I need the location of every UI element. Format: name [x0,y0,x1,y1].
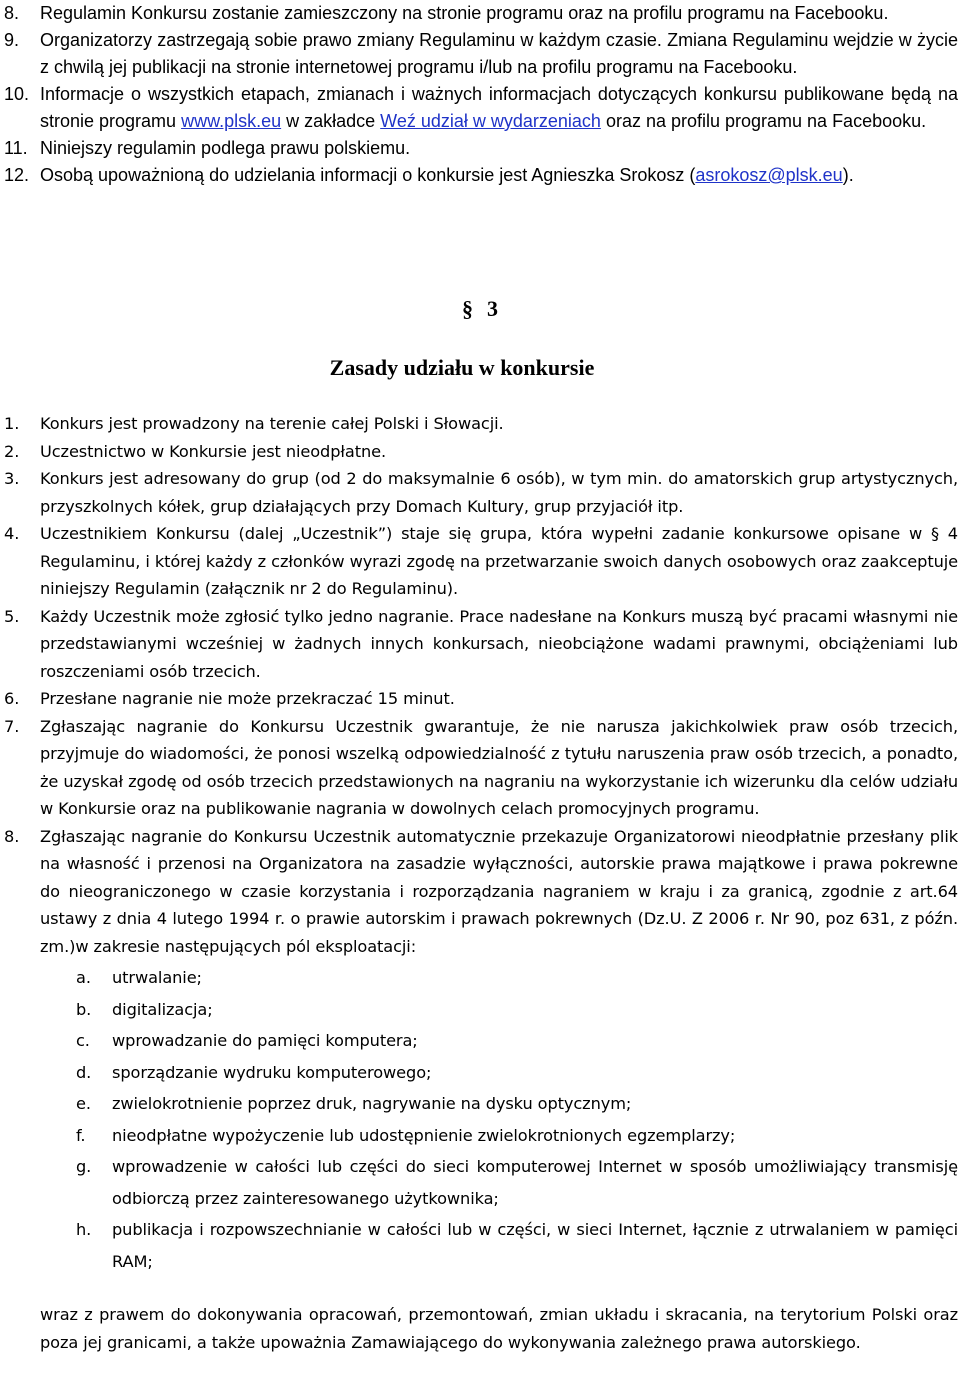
sub-item-text: sporządzanie wydruku komputerowego; [112,1062,432,1082]
item-text: Uczestnictwo w Konkursie jest nieodpłatne. [40,441,387,461]
sub-list-item [0,962,958,994]
item-number: 8. [4,3,20,23]
sub-item-letter: e. [76,1094,91,1113]
list-item [0,27,958,81]
sub-item-letter: a. [76,968,91,987]
sub-item-letter: f. [76,1125,86,1145]
sub-item-letter: b. [76,999,92,1019]
sub-list-item [0,1120,958,1152]
item-text: Informacje o wszystkich etapach, zmianach i ważnych informacjach dotyczących konkursu publikowane będą na stronie programu [40,84,958,131]
section-number: 3 [487,296,498,321]
sub-item-text: publikacja i rozpowszechnianie w całości lub w części, w sieci Internet, łącznie z utrwalaniem w pamięci RAM; [112,1220,958,1271]
item-text: Niniejszy regulamin podlega prawu polskiemu. [40,138,411,158]
regulations-list-top [0,0,958,189]
item-number: 4. [4,524,20,543]
list-item [0,135,958,162]
item-number: 3. [4,469,20,488]
sub-item-text: zwielokrotnienie poprzez druk, nagrywanie na dysku optycznym; [112,1094,632,1113]
list-item [0,685,958,713]
sub-list-item [0,1025,958,1057]
item-number: 5. [4,606,20,626]
item-number: 2. [4,441,20,461]
list-item [0,438,958,466]
item-text: Osobą upoważnioną do udzielania informacji o konkursie jest Agnieszka Srokosz ( [40,165,696,185]
exploitation-fields-list [40,962,958,1277]
list-item [0,713,958,823]
section-number-heading [0,296,960,322]
item-text: Zgłaszając nagranie do Konkursu Uczestnik automatycznie przekazuje Organizatorowi nieodpłatnie przesłany plik na własność i przenosi na Organizatora na zasadzie wyłączności, autorskie prawa majątkowe i prawa pokrewne do nieograniczonego w czasie korzystania i rozporządzania nagraniem w kraju i za granicą, zgodnie z art.64 ustawy z dnia 4 lutego 1994 r. o prawie autorskim i prawach pokrewnych (Dz.U. Z 2006 r. Nr 90, poz 631, z późn. zm.)w zakresie następujących pól eksploatacji: [40,826,958,956]
sub-item-letter: c. [76,1031,90,1050]
item-text: Organizatorzy zastrzegają sobie prawo zmiany Regulaminu w każdym czasie. Zmiana Regulaminu wejdzie w życie z chwilą jej publikacji na stronie internetowej programu i/lub na profilu programu na Facebooku. [40,30,958,77]
item-text: Konkurs jest adresowany do grup (od 2 do maksymalnie 6 osób), w tym min. do amatorskich grup artystycznych, przyszkolnych kółek, grup działających przy Domach Kultury, grup przyjaciół itp. [40,469,958,516]
item-number: 8. [4,826,20,846]
item-number: 6. [4,689,20,708]
events-tab-link[interactable]: Weź udział w wydarzeniach [380,111,601,131]
sub-item-letter: d. [76,1062,92,1082]
sub-item-text: wprowadzanie do pamięci komputera; [112,1031,418,1050]
email-link[interactable]: asrokosz@plsk.eu [695,165,843,185]
item-text: Zgłaszając nagranie do Konkursu Uczestnik gwarantuje, że nie narusza jakichkolwiek praw osób trzecich, przyjmuje do wiadomości, że ponosi wszelką odpowiedzialność z tytułu naruszenia praw osób trzecich, a ponadto, że uzyskał zgodę od osób trzecich przedstawionych na nagraniu na wykorzystanie ich wizerunku dla celów udziału w Konkursie oraz na publikowanie nagrania w dowolnych celach promocyjnych programu. [40,716,958,818]
item-text: Regulamin Konkursu zostanie zamieszczony na stronie programu oraz na profilu programu na Facebooku. [40,3,889,23]
list-item [0,410,958,438]
item-text: Uczestnikiem Konkursu (dalej „Uczestnik”) staje się grupa, która wypełni zadanie konkursowe opisane w § 4 Regulaminu, i której każdy z członków wyrazi zgodę na przetwarzanie swoich danych osobowych oraz zaakceptuje niniejszy Regulamin (załącznik nr 2 do Regulaminu). [40,524,958,598]
sub-list-item [0,1057,958,1089]
item-text: Przesłane nagranie nie może przekraczać 15 minut. [40,689,455,708]
sub-item-text: digitalizacja; [112,999,213,1019]
list-item [0,0,958,27]
sub-item-letter: g. [76,1157,92,1176]
list-item [0,465,958,520]
sub-item-text: wprowadzenie w całości lub części do sieci komputerowej Internet w sposób umożliwiający transmisję odbiorczą przez zainteresowanego użytkownika; [112,1157,958,1208]
closing-paragraph: wraz z prawem do dokonywania opracowań, przemontowań, zmian układu i skracania, na terytorium Polski oraz poza jej granicami, a także upoważnia Zamawiającego do wykonywania zależnego prawa autorskiego. [40,1305,958,1352]
sub-item-text: utrwalanie; [112,968,202,987]
item-number: 12. [4,165,30,185]
item-number: 11. [4,138,28,158]
paragraph-symbol: § [462,296,473,321]
list-item [0,81,958,135]
list-item [0,603,958,686]
sub-item-letter: h. [76,1220,92,1239]
item-number: 10. [4,84,30,104]
list-item [0,823,958,1278]
list-item [0,162,958,189]
item-text: oraz na profilu programu na Facebooku. [600,111,927,131]
item-number: 9. [4,30,20,50]
section-title: Zasady udziału w konkursie [329,355,595,380]
item-text: ). [842,165,854,185]
sub-list-item [0,1088,958,1120]
rules-list [0,410,958,1277]
item-number: 7. [4,716,20,736]
list-item [0,520,958,603]
sub-item-text: nieodpłatne wypożyczenie lub udostępnienie zwielokrotnionych egzemplarzy; [112,1125,736,1145]
sub-list-item [0,1151,958,1214]
item-text: w zakładce [281,111,381,131]
website-link[interactable]: www.plsk.eu [181,111,282,131]
item-text: Każdy Uczestnik może zgłosić tylko jedno nagranie. Prace nadesłane na Konkurs muszą być pracami własnymi nie przedstawianymi wcześniej w żadnych innych konkursach, nieobciążone wadami prawnymi, obciążeniami lub roszczeniami osób trzecich. [40,606,958,681]
item-number: 1. [4,414,20,433]
sub-list-item [0,1214,958,1277]
sub-list-item [0,994,958,1026]
item-text: Konkurs jest prowadzony na terenie całej Polski i Słowacji. [40,414,504,433]
